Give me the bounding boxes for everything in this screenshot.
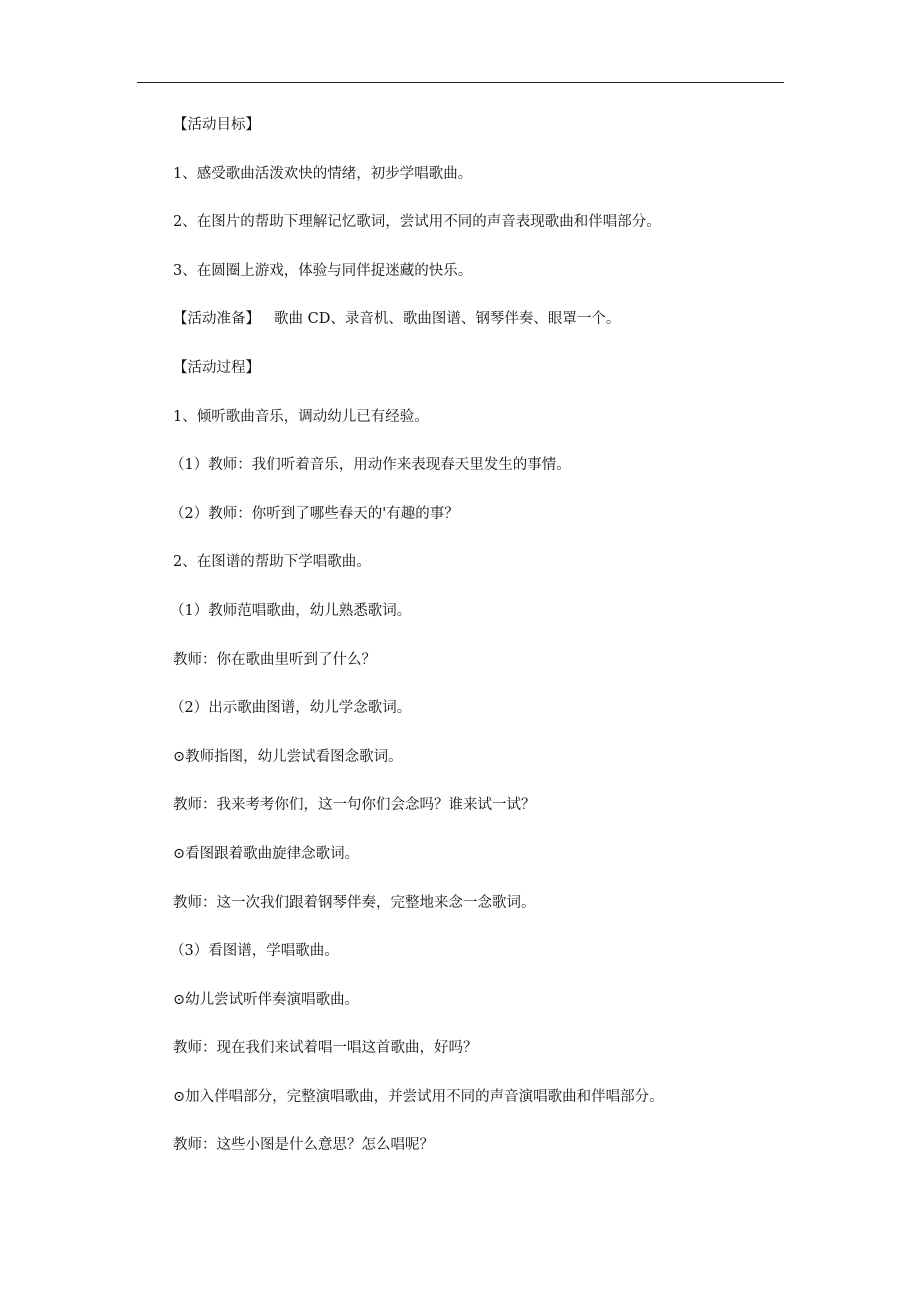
header-rule	[137, 82, 784, 83]
goal-item-3: 3、在圆圈上游戏，体验与同伴捉迷藏的快乐。	[173, 262, 473, 279]
heading-goals: 【活动目标】	[173, 117, 260, 133]
preparation-items: 歌曲 CD、录音机、歌曲图谱、钢琴伴奏、眼罩一个。	[274, 311, 621, 328]
bullet-item: ⊙看图跟着歌曲旋律念歌词。	[173, 845, 360, 862]
step-1-substep-2: （2）教师：你听到了哪些春天的'有趣的事？	[170, 505, 459, 522]
bullet-item: ⊙幼儿尝试听伴奏演唱歌曲。	[173, 991, 360, 1008]
heading-process: 【活动过程】	[173, 359, 260, 376]
teacher-line: 教师：这一次我们跟着钢琴伴奏，完整地来念一念歌词。	[173, 894, 536, 911]
step-2-title: 2、在图谱的帮助下学唱歌曲。	[173, 554, 371, 571]
step-2-substep-2: （2）出示歌曲图谱，幼儿学念歌词。	[170, 700, 412, 717]
teacher-line: 教师：这些小图是什么意思？怎么唱呢？	[173, 1137, 434, 1154]
teacher-line: 教师：现在我们来试着唱一唱这首歌曲，好吗？	[173, 1040, 478, 1057]
preparation-line	[173, 305, 773, 354]
goal-item-2: 2、在图片的帮助下理解记忆歌词，尝试用不同的声音表现歌曲和伴唱部分。	[173, 214, 661, 231]
step-2-substep-1: （1）教师范唱歌曲，幼儿熟悉歌词。	[170, 602, 412, 619]
step-1-title: 1、倾听歌曲音乐，调动幼儿已有经验。	[173, 408, 429, 425]
goal-item-1: 1、感受歌曲活泼欢快的情绪，初步学唱歌曲。	[173, 165, 473, 182]
bullet-item: ⊙教师指图，幼儿尝试看图念歌词。	[173, 748, 403, 765]
bullet-item: ⊙加入伴唱部分，完整演唱歌曲，并尝试用不同的声音演唱歌曲和伴唱部分。	[173, 1088, 664, 1105]
document-body	[170, 111, 773, 1180]
teacher-line: 教师：我来考考你们，这一句你们会念吗？谁来试一试？	[173, 797, 536, 814]
step-1-substep-1: （1）教师：我们听着音乐，用动作来表现春天里发生的事情。	[170, 457, 571, 474]
teacher-line: 教师：你在歌曲里听到了什么？	[173, 651, 376, 668]
heading-preparation: 【活动准备】	[173, 311, 260, 328]
step-2-substep-3: （3）看图谱，学唱歌曲。	[170, 943, 339, 960]
